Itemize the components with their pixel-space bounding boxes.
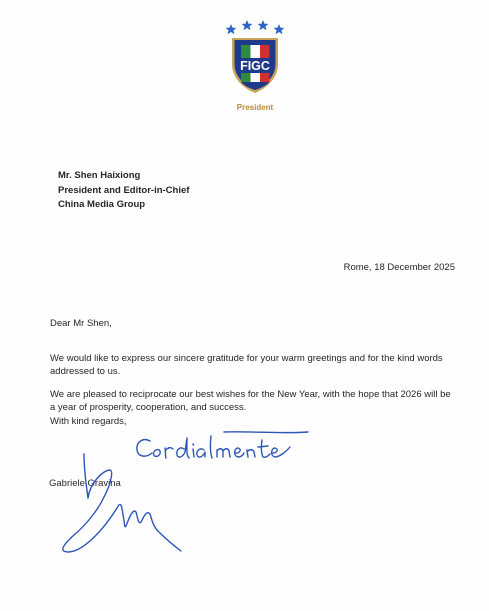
- signatory-printed-name: Gabriele Gravina: [49, 478, 121, 489]
- body-paragraph-1: We would like to express our sincere gratitude for your warm greetings and for the kind words addressed to us.: [50, 353, 443, 377]
- crest-emblem-text: FIGC: [240, 59, 270, 73]
- figc-crest-logo: [222, 18, 288, 96]
- handwritten-initials: [63, 454, 181, 552]
- closing-line: With kind regards,: [50, 416, 127, 427]
- handwritten-cordialmente-note: [137, 432, 308, 458]
- recipient-organization: China Media Group: [58, 199, 146, 210]
- body-paragraph-2: We are pleased to reciprocate our best wishes for the New Year, with the hope that 2026 will be a year of prosperity, cooperation, and success.: [50, 389, 451, 413]
- recipient-address-block: [58, 169, 189, 213]
- recipient-name: Mr. Shen Haixiong: [58, 170, 141, 181]
- letterhead-role: President: [236, 103, 274, 112]
- crest-shield: [232, 38, 278, 93]
- recipient-title: President and Editor-in-Chief: [58, 184, 190, 196]
- crest-stars: [226, 20, 285, 34]
- letter-date: Rome, 18 December 2025: [343, 262, 455, 273]
- salutation: Dear Mr Shen,: [50, 318, 112, 329]
